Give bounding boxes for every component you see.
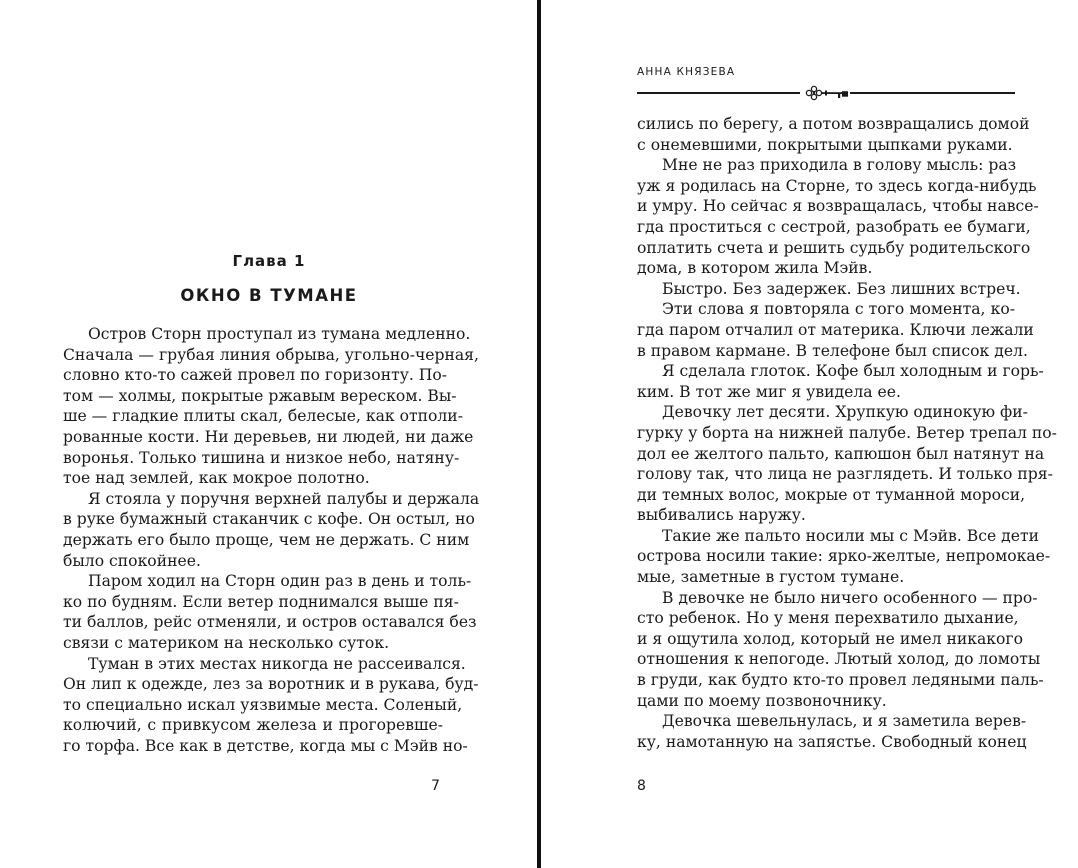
running-header-author: АННА КНЯЗЕВА: [637, 66, 736, 78]
text-line: и я ощутила холод, который не имел никакого: [637, 629, 1023, 648]
text-line: Девочка шевельнулась, и я заметила верев-: [662, 712, 1027, 731]
text-line: гурку у борта на нижней палубе. Ветер трепал по-: [637, 423, 1057, 442]
text-line: гда паром отчалил от материка. Ключи лежали: [637, 320, 1034, 339]
key-icon: [800, 84, 850, 102]
text-line: Мне не раз приходила в голову мысль: раз: [662, 156, 1017, 175]
text-line: острова носили такие: ярко-желтые, непромокае-: [637, 547, 1051, 566]
text-line: сто ребенок. Но у меня перехватило дыхание,: [637, 609, 1019, 628]
text-line: тое над землей, как мокрое полотно.: [63, 469, 370, 488]
text-line: Эти слова я повторяла с того момента, ко-: [662, 300, 1015, 319]
text-line: го торфа. Все как в детстве, когда мы с Мэйв но-: [63, 736, 468, 755]
text-line: том — холмы, покрытые ржавым вереском. Вы-: [63, 386, 457, 405]
text-line: дол ее желтого пальто, капюшон был натянут на: [637, 444, 1045, 463]
right-page: [541, 0, 1078, 868]
text-line: гда проститься с сестрой, разобрать ее бумаги,: [637, 217, 1031, 236]
page-number-right: 8: [637, 778, 646, 794]
text-line: Девочку лет десяти. Хрупкую одинокую фи-: [662, 403, 1028, 422]
text-line: Быстро. Без задержек. Без лишних встреч.: [662, 279, 1021, 298]
text-line: словно кто-то сажей провел по горизонту. По-: [63, 366, 448, 385]
text-line: было спокойнее.: [63, 551, 201, 570]
text-line: Я стояла у поручня верхней палубы и держала: [88, 489, 480, 508]
text-line: с онемевшими, покрытыми цыпками руками.: [637, 135, 1013, 154]
text-line: держать его было проще, чем не держать. С ним: [63, 530, 470, 549]
text-line: дома, в котором жила Мэйв.: [637, 259, 873, 278]
text-line: оплатить счета и решить судьбу родительского: [637, 238, 1031, 257]
text-line: Такие же пальто носили мы с Мэйв. Все дети: [662, 526, 1039, 545]
text-line: ти баллов, рейс отменяли, и остров оставался без: [63, 613, 477, 632]
chapter-label: Глава 1: [232, 252, 306, 270]
text-line: Паром ходил на Сторн один раз в день и толь-: [88, 572, 472, 591]
text-line: то специально искал уязвимые места. Соленый,: [63, 695, 463, 714]
text-line: Он лип к одежде, лез за воротник и в рукава, буд-: [63, 675, 479, 694]
text-line: Туман в этих местах никогда не рассеивался.: [88, 654, 466, 673]
text-line: ким. В тот же миг я увидела ее.: [637, 382, 901, 401]
right-page-body: [637, 114, 1057, 752]
text-line: В девочке не было ничего особенного — про-: [662, 588, 1038, 607]
chapter-title: ОКНО В ТУМАНЕ: [180, 286, 358, 305]
text-line: Остров Сторн проступал из тумана медленно.: [88, 325, 471, 343]
text-line: отношения к непогоде. Лютый холод, до ломоты: [637, 650, 1041, 669]
text-line: ше — гладкие плиты скал, белесые, как отполи-: [63, 407, 463, 426]
text-line: в руке бумажный стаканчик с кофе. Он остыл, но: [63, 510, 475, 529]
text-line: голову так, что лица не разглядеть. И только пря-: [637, 465, 1053, 484]
text-line: связи с материком на несколько суток.: [63, 633, 390, 652]
text-line: ко по будням. Если ветер поднимался выше пя-: [63, 592, 459, 611]
text-line: ку, намотанную на запястье. Свободный конец: [637, 732, 1027, 751]
text-line: и умру. Но сейчас я возвращалась, чтобы навсе-: [637, 197, 1039, 216]
text-line: выбивались наружу.: [637, 506, 806, 525]
left-page: [0, 0, 538, 868]
text-line: в правом кармане. В телефоне был список дел.: [637, 341, 1028, 360]
page-number-left: 7: [431, 778, 440, 794]
text-line: колючий, с привкусом железа и прогоревше-: [63, 716, 443, 735]
text-line: сились по берегу, а потом возвращались домой: [637, 115, 1030, 133]
left-page-body: [63, 324, 480, 756]
text-line: рованные кости. Ни деревьев, ни людей, ни даже: [63, 427, 474, 446]
text-line: воронья. Только тишина и низкое небо, натяну-: [63, 448, 460, 467]
text-line: мые, заметные в густом тумане.: [637, 568, 905, 587]
text-line: Я сделала глоток. Кофе был холодным и горь-: [662, 362, 1044, 381]
text-line: уж я родилась на Сторне, то здесь когда-нибудь: [637, 176, 1037, 195]
text-line: Сначала — грубая линия обрыва, угольно-черная,: [63, 345, 479, 364]
text-line: цами по моему позвоночнику.: [637, 691, 887, 710]
text-line: ди темных волос, мокрые от туманной мороси,: [637, 485, 1026, 504]
text-line: в груди, как будто кто-то провел ледяными паль-: [637, 671, 1044, 690]
